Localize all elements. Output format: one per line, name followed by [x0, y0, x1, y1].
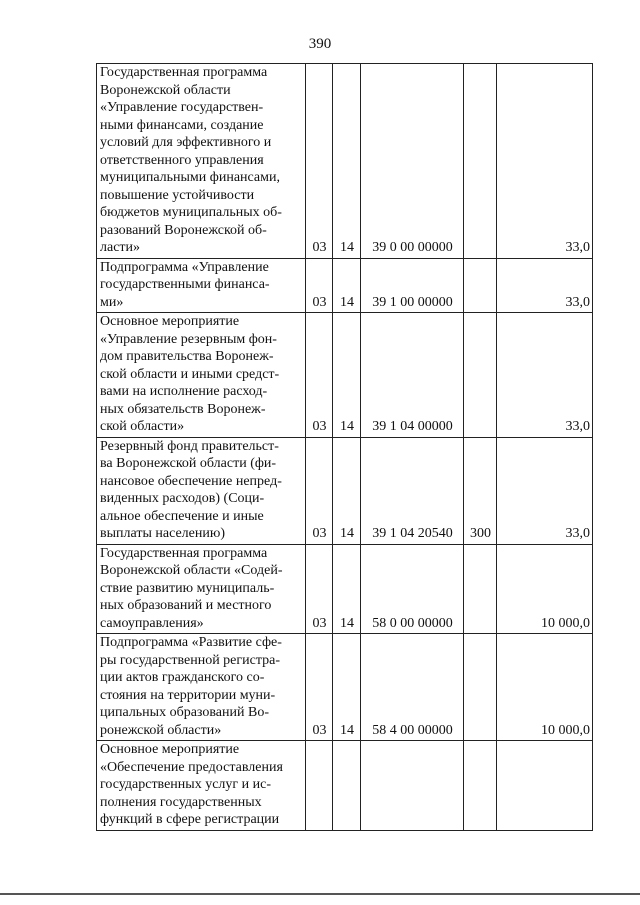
subsection-code-cell: 14	[333, 64, 361, 259]
subsection-code-cell: 14	[333, 437, 361, 544]
row-name-line: ствие развитию муниципаль-	[100, 580, 275, 596]
budget-table-body	[97, 64, 593, 831]
row-name-line: ных образований и местного	[100, 598, 272, 613]
section-code-cell: 03	[306, 258, 333, 313]
row-name-line: ской области»	[100, 419, 185, 434]
row-name-line: «Обеспечение предоставления	[100, 759, 283, 775]
target-article-cell: 58 0 00 00000	[361, 544, 464, 634]
expense-type-cell: 300	[464, 437, 497, 544]
section-code-cell: 03	[306, 313, 333, 438]
table-row	[97, 64, 593, 259]
amount-cell: 33,0	[497, 64, 593, 259]
row-name-line: ми»	[100, 294, 124, 310]
expense-type-cell	[464, 313, 497, 438]
amount-cell: 10 000,0	[497, 544, 593, 634]
row-name-line: Воронежской области	[100, 82, 231, 98]
row-name-line: полнения государственных	[100, 794, 262, 810]
row-name-line: повышение устойчивости	[100, 187, 255, 203]
row-name-line: альное обеспечение и иные	[100, 508, 264, 524]
amount-cell: 33,0	[497, 258, 593, 313]
row-name-cell	[97, 544, 306, 634]
row-name-line: Основное мероприятие	[100, 742, 240, 757]
row-name-line: Подпрограмма «Управление	[100, 259, 269, 275]
target-article-cell: 39 1 04 20540	[361, 437, 464, 544]
row-name-line: ции актов гражданского со-	[100, 670, 265, 685]
row-name-line: ными финансами, создание	[100, 117, 264, 133]
table-row	[97, 634, 593, 741]
budget-table	[96, 63, 593, 831]
expense-type-cell	[464, 258, 497, 313]
subsection-code-cell: 14	[333, 258, 361, 313]
target-article-cell	[361, 741, 464, 831]
section-code-cell	[306, 741, 333, 831]
row-name-line: дом правительства Воронеж-	[100, 349, 274, 364]
row-name-cell	[97, 313, 306, 438]
section-code-cell: 03	[306, 64, 333, 259]
row-name-line: Подпрограмма «Развитие сфе-	[100, 635, 282, 650]
row-name-line: государственными финанса-	[100, 277, 270, 292]
subsection-code-cell: 14	[333, 544, 361, 634]
expense-type-cell	[464, 64, 497, 259]
table-row	[97, 544, 593, 634]
row-name-line: Государственная программа	[100, 65, 268, 80]
row-name-cell	[97, 741, 306, 831]
target-article-cell: 39 1 04 00000	[361, 313, 464, 438]
amount-cell	[497, 741, 593, 831]
row-name-line: государственных услуг и ис-	[100, 777, 271, 792]
target-article-cell: 58 4 00 00000	[361, 634, 464, 741]
row-name-line: разований Воронежской об-	[100, 222, 267, 238]
table-row	[97, 258, 593, 313]
section-code-cell: 03	[306, 544, 333, 634]
section-code-cell: 03	[306, 634, 333, 741]
row-name-line: функций в сфере регистрации	[100, 812, 280, 827]
table-row	[97, 313, 593, 438]
expense-type-cell	[464, 634, 497, 741]
subsection-code-cell: 14	[333, 313, 361, 438]
row-name-line: Основное мероприятие	[100, 314, 240, 329]
row-name-line: вами на исполнение расход-	[100, 384, 268, 399]
row-name-line: выплаты населению)	[100, 526, 225, 541]
row-name-line: «Управление государствен-	[100, 100, 264, 115]
row-name-cell	[97, 437, 306, 544]
amount-cell: 10 000,0	[497, 634, 593, 741]
page-number: 390	[308, 36, 332, 52]
row-name-line: ры государственной регистра-	[100, 652, 281, 668]
amount-cell: 33,0	[497, 437, 593, 544]
row-name-cell	[97, 634, 306, 741]
row-name-line: ципальных образований Во-	[100, 705, 269, 720]
row-name-line: бюджетов муниципальных об-	[100, 205, 282, 220]
subsection-code-cell: 14	[333, 634, 361, 741]
row-name-line: ва Воронежской области (фи-	[100, 456, 277, 471]
amount-cell: 33,0	[497, 313, 593, 438]
row-name-line: виденных расходов) (Соци-	[100, 491, 265, 506]
row-name-line: самоуправления»	[100, 615, 204, 631]
expense-type-cell	[464, 544, 497, 634]
row-name-line: стояния на территории муни-	[100, 687, 276, 703]
row-name-line: ных обязательств Воронеж-	[100, 401, 266, 417]
target-article-cell: 39 0 00 00000	[361, 64, 464, 259]
section-code-cell: 03	[306, 437, 333, 544]
row-name-line: Государственная программа	[100, 545, 268, 561]
expense-type-cell	[464, 741, 497, 831]
row-name-line: условий для эффективного и	[100, 135, 272, 150]
table-row	[97, 741, 593, 831]
row-name-line: ской области и иными средст-	[100, 366, 280, 382]
row-name-line: Воронежской области «Содей-	[100, 563, 283, 578]
row-name-line: муниципальными финансами,	[100, 170, 280, 185]
row-name-line: нансовое обеспечение непред-	[100, 473, 282, 489]
row-name-line: ласти»	[100, 240, 141, 255]
row-name-line: Резервный фонд правительст-	[100, 438, 279, 454]
row-name-line: «Управление резервным фон-	[100, 331, 277, 347]
row-name-line: ответственного управления	[100, 152, 264, 168]
target-article-cell: 39 1 00 00000	[361, 258, 464, 313]
row-name-cell	[97, 258, 306, 313]
subsection-code-cell	[333, 741, 361, 831]
row-name-cell	[97, 64, 306, 259]
table-row	[97, 437, 593, 544]
row-name-line: ронежской области»	[100, 722, 222, 738]
page-bottom-rule	[0, 893, 640, 895]
